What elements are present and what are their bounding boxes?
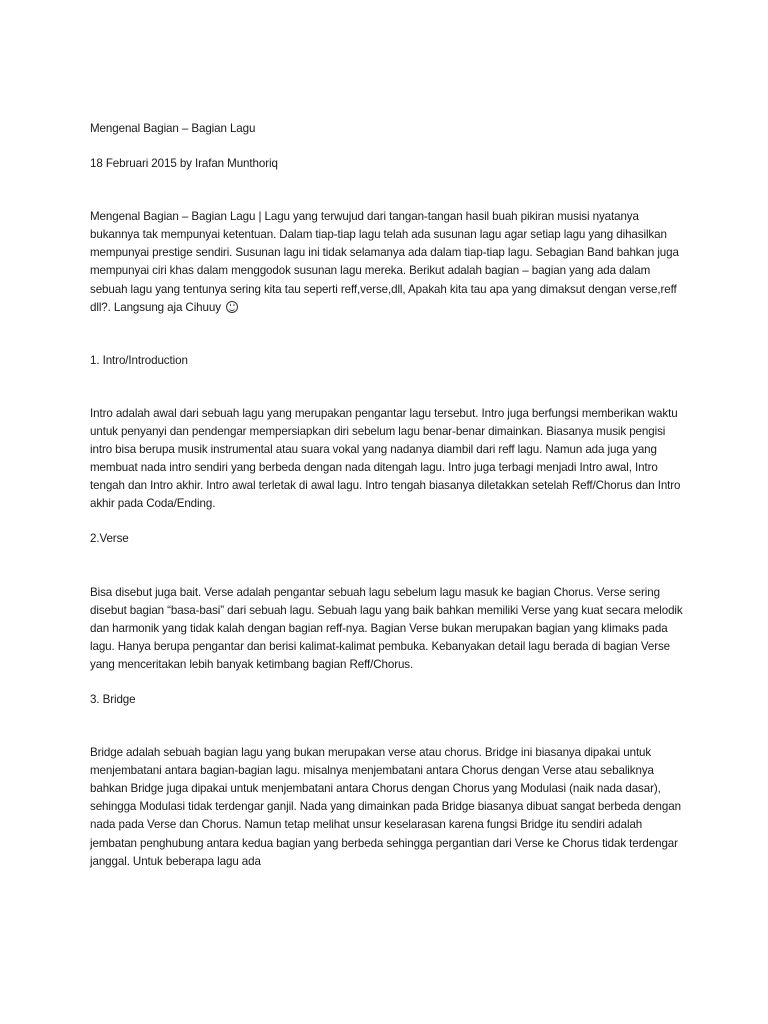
document-content [90, 120, 690, 888]
section-heading-bridge: 3. Bridge [90, 692, 136, 706]
section-heading-intro: 1. Intro/Introduction [90, 353, 188, 367]
section-body-bridge: Bridge adalah sebuah bagian lagu yang bukan merupakan verse atau chorus. Bridge ini biasanya dipakai untuk menjembatani antara bagian-bagian lagu. misalnya menjembatani antara Chorus dengan Verse atau sebaliknya bahkan Bridge juga dipakai untuk menjembatani antara Chorus dengan Chorus yang Modulasi (naik nada dasar), sehingga Modulasi tidak terdengar ganjil. Nada yang dimainkan pada Bridge biasanya dibuat sangat berbeda dengan nada pada Verse dan Chorus. Namun tetap melihat unsur keselarasan karena fungsi Bridge itu sendiri adalah jembatan penghubung antara kedua bagian yang berbeda sehingga pergantian dari Verse ke Chorus tidak terdengar janggal. Untuk beberapa lagu ada [90, 746, 681, 868]
section-body-intro: Intro adalah awal dari sebuah lagu yang merupakan pengantar lagu tersebut. Intro juga berfungsi memberikan waktu untuk penyanyi dan pendengar mempersiapkan diri sebelum lagu benar-benar dimainkan. Biasanya musik pengisi intro bisa berupa musik instrumental atau suara vokal yang nadanya diambil dari reff lagu. Namun ada juga yang membuat nada intro sendiri yang berbeda dengan nada ditengah lagu. Intro juga terbagi menjadi Intro awal, Intro tengah dan Intro akhir. Intro awal terletak di awal lagu. Intro tengah biasanya diletakkan setelah Reff/Chorus dan Intro akhir pada Coda/Ending. [90, 406, 681, 511]
intro-paragraph-text: Mengenal Bagian – Bagian Lagu | Lagu yang terwujud dari tangan-tangan hasil buah pikiran musisi nyatanya bukannya tak mempunyai ketentuan. Dalam tiap-tiap lagu telah ada susunan lagu agar setiap lagu yang dihasilkan mempunyai prestige sendiri. Susunan lagu ini tidak selamanya ada dalam tiap-tiap lagu. Sebagian Band bahkan juga mempunyai ciri khas dalam menggodok susunan lagu mereka. Berikut adalah bagian – bagian yang ada dalam sebuah lagu yang tentunya sering kita tau seperti reff,verse,dll, Apakah kita tau apa yang dimaksut dengan verse,reff dll?. Langsung aja Cihuuy [90, 210, 679, 314]
section-body-verse: Bisa disebut juga bait. Verse adalah pengantar sebuah lagu sebelum lagu masuk ke bagian Chorus. Verse sering disebut bagian “basa-basi” dari sebuah lagu. Sebuah lagu yang baik bahkan memiliki Verse yang kuat secara melodik dan harmonik yang tidak kalah dengan bagian reff-nya. Bagian Verse bukan merupakan bagian yang klimaks pada lagu. Hanya berupa pengantar dan berisi kalimat-kalimat pembuka. Kebanyakan detail lagu berada di bagian Verse yang menceritakan lebih banyak ketimbang bagian Reff/Chorus. [90, 585, 683, 671]
intro-paragraph [90, 208, 690, 317]
document-byline: 18 Februari 2015 by Irafan Munthoriq [90, 157, 278, 171]
smiley-face-icon [226, 301, 238, 313]
document-title: Mengenal Bagian – Bagian Lagu [90, 122, 256, 135]
section-heading-verse: 2.Verse [90, 532, 129, 546]
